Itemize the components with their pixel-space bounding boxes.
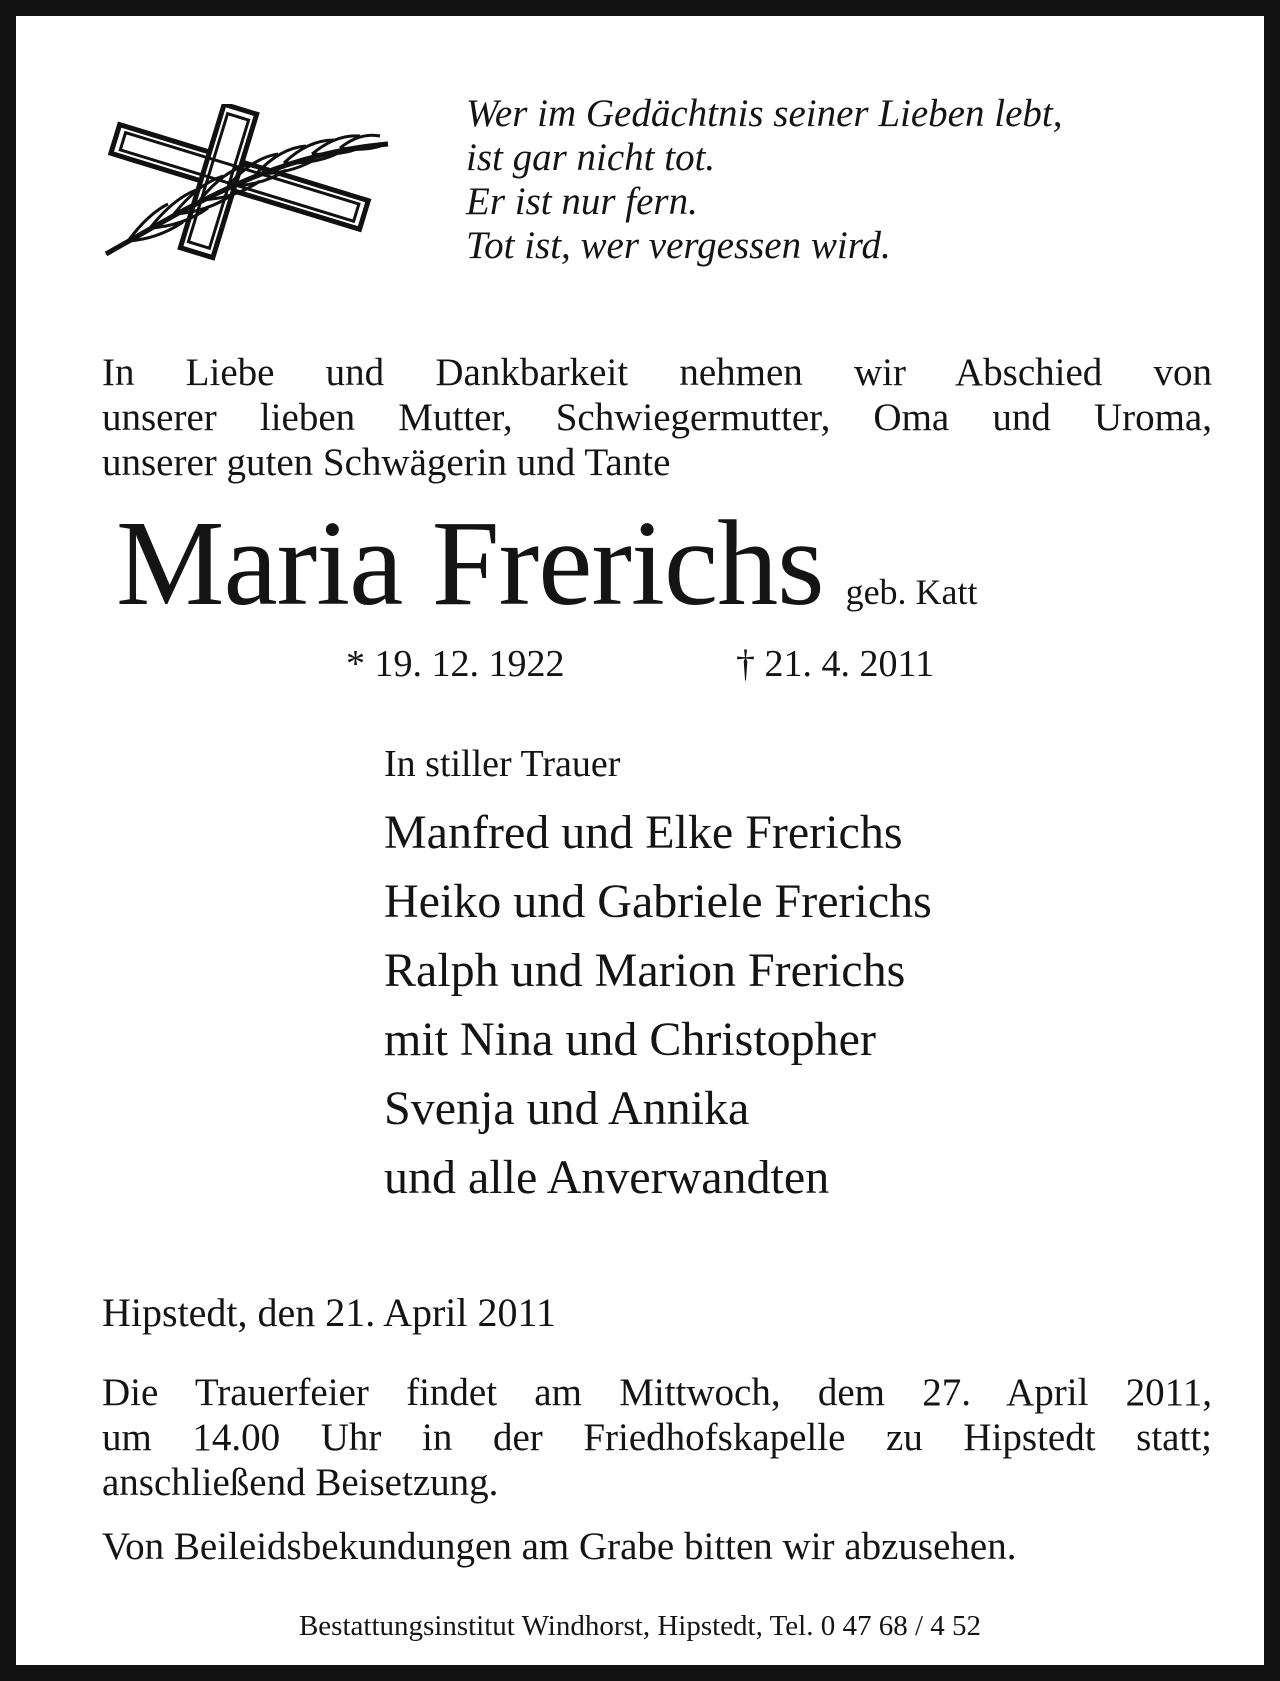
quote-line: Er ist nur fern. [466,180,698,223]
funeral-details [102,1370,1212,1505]
condolence-request: Von Beileidsbekundungen am Grabe bitten wir abzusehen. [102,1525,1017,1568]
mourner-name: Manfred und Elke Frerichs [384,806,903,859]
mourner-name: Heiko und Gabriele Frerichs [384,875,932,928]
maiden-name: geb. Katt [845,572,978,612]
quote-line: Wer im Gedächtnis seiner Lieben lebt, [466,92,1063,135]
funeral-home-footer: Bestattungsinstitut Windhorst, Hipstedt, Tel. 0 47 68 / 4 52 [298,1610,982,1642]
cross-with-palm-frond-icon [88,104,418,269]
birth-date: * 19. 12. 1922 [346,643,565,685]
mourner-name: Svenja und Annika [384,1082,750,1135]
funeral-line: um 14.00 Uhr in der Friedhofskapelle zu Hipstedt statt; [102,1416,1212,1459]
mourner-name: mit Nina und Christopher [384,1013,876,1066]
mourners-list [384,798,932,1212]
memorial-quote [466,92,1226,268]
mourner-name: und alle Anverwandten [384,1151,830,1204]
quote-line: ist gar nicht tot. [466,136,716,179]
death-date: † 21. 4. 2011 [736,643,935,685]
intro-line: unserer lieben Mutter, Schwiegermutter, Oma und Uroma, [102,396,1212,439]
place-and-date: Hipstedt, den 21. April 2011 [102,1290,557,1335]
mourning-intro: In stiller Trauer [384,743,621,785]
deceased-name-row [116,494,1216,634]
intro-line: In Liebe und Dankbarkeit nehmen wir Abschied von [102,351,1212,394]
mourner-name: Ralph und Marion Frerichs [384,944,906,997]
funeral-line: anschließend Beisetzung. [102,1461,499,1504]
intro-line: unserer guten Schwägerin und Tante [102,441,671,484]
deceased-name: Maria Frerichs [116,496,824,631]
farewell-intro [102,350,1212,485]
quote-line: Tot ist, wer vergessen wird. [466,224,891,267]
funeral-line: Die Trauerfeier findet am Mittwoch, dem 27. April 2011, [102,1371,1212,1414]
